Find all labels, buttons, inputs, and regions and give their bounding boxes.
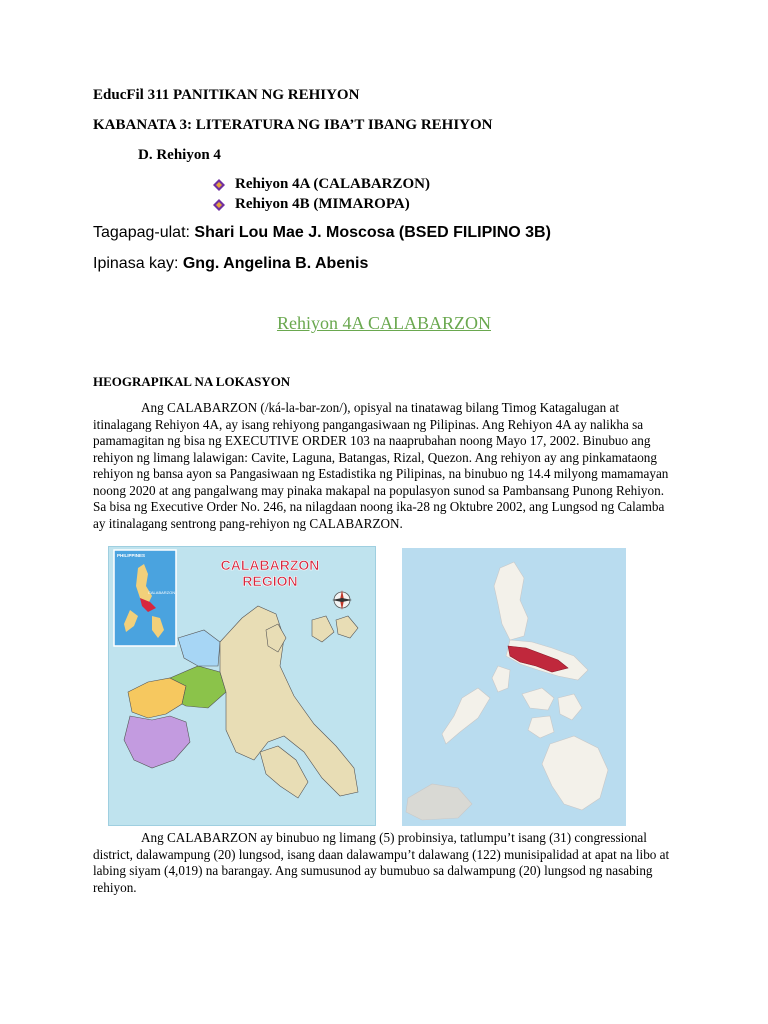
chapter-title: KABANATA 3: LITERATURA NG IBA’T IBANG REHIYON	[93, 117, 493, 133]
map-title-line2: REGION	[242, 573, 298, 589]
section-label: D. Rehiyon 4	[138, 147, 221, 163]
region-list-item	[213, 196, 410, 213]
geo-heading: HEOGRAPIKAL NA LOKASYON	[93, 374, 291, 389]
bullet-diamond-icon	[213, 179, 225, 191]
region-list-item	[213, 176, 430, 193]
region-4b-label: Rehiyon 4B (MIMAROPA)	[235, 196, 410, 212]
reporter-line	[93, 224, 551, 242]
philippines-locator-map	[402, 548, 626, 826]
submitted-line	[93, 255, 368, 273]
calabarzon-region-map	[108, 546, 376, 826]
paragraph-geo	[93, 400, 673, 532]
paragraph-composition	[93, 830, 673, 896]
paragraph-composition-text: Ang CALABARZON ay binubuo ng limang (5) probinsiya, tatlumpu’t isang (31) congressional district, dalawampung (20) lungsod, isang daan dalawampu’t dalawang (122) munisipalidad at apat na libo at labing siyam (4,019) na barangay. Ang sumusunod ay bumubuo sa dalwampung (20) lungsod ng nasabing rehiyon.	[93, 830, 670, 895]
reporter-label: Tagapag-ulat:	[93, 224, 190, 241]
course-title: EducFil 311 PANITIKAN NG REHIYON	[93, 87, 360, 103]
region-4a-label: Rehiyon 4A (CALABARZON)	[235, 176, 431, 192]
inset-label: PHILIPPINES	[117, 553, 146, 558]
paragraph-geo-text: Ang CALABARZON (/ká-la-bar-zon/), opisyal na tinatawag bilang Timog Katagalugan at itinalagang Rehiyon 4A, ay isang rehiyong pangangasiwaan ng Pilipinas. Ang Rehiyon 4A ay nalikha sa pamamagitan ng bisa ng EXECUTIVE ORDER 103 na naaprubahan noong Mayo 17, 2002. Binubuo ang rehiyon ng limang lalawigan: Cavite, Laguna, Batangas, Rizal, Quezon. Ang rehiyon ay ang pinkamataong rehiyon ng bansa ayon sa Pangasiwaan ng Estadistika ng Pilipinas, na binubuo ng 14.4 milyong mamamayan noong 2020 at ang pangalwang may pinaka makapal na populasyon sunod sa Pambansang Punong Rehiyon. Sa bisa ng Executive Order No. 246, na nilagdaan noong ika-28 ng Oktubre 2002, ang Lungsod ng Calamba ay itinalagang sentrong pang-rehiyon ng CALABARZON.	[93, 400, 669, 531]
submitted-label: Ipinasa kay:	[93, 255, 179, 272]
map-title-line1: CALABARZON	[220, 557, 320, 573]
reporter-name: Shari Lou Mae J. Moscosa (BSED FILIPINO 3B)	[194, 224, 551, 241]
submitted-name: Gng. Angelina B. Abenis	[182, 255, 369, 272]
inset-region-label: CALABARZON	[148, 590, 176, 595]
bullet-diamond-icon	[213, 199, 225, 211]
section-title: Rehiyon 4A CALABARZON	[276, 313, 491, 333]
